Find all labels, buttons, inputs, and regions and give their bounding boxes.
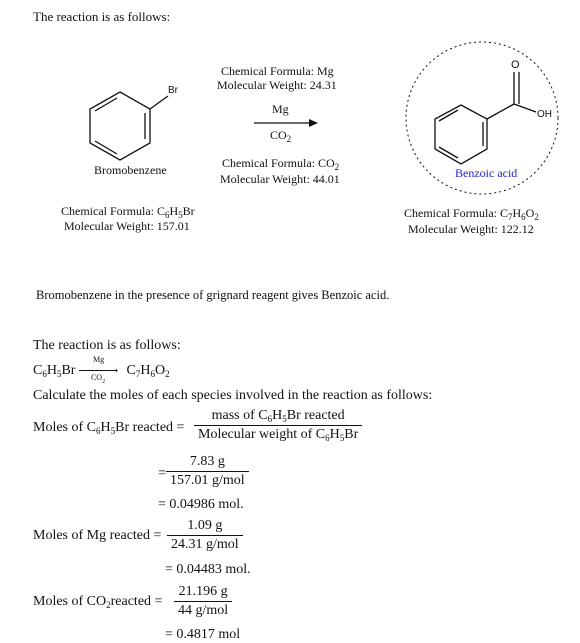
product-mw: Molecular Weight: 122.12 xyxy=(408,222,534,236)
reactant-name: Bromobenzene xyxy=(94,163,167,177)
bromobenzene-structure xyxy=(90,92,168,160)
description-text: Bromobenzene in the presence of grignard reagent gives Benzoic acid. xyxy=(36,288,390,302)
part2-equation: $C_6H_5Br$ Mg › $CO_2$ $C_7H_6O_2$ xyxy=(33,354,170,385)
product-name: Benzoic acid xyxy=(455,166,518,180)
brbz-equals: = xyxy=(158,466,166,481)
benzoic-acid-structure xyxy=(435,72,536,164)
reactant-mw: Molecular Weight: 157.01 xyxy=(64,219,190,233)
carbonyl-oxygen-label: O xyxy=(511,59,520,71)
equation-arrow: Mg › $CO_2$ xyxy=(79,364,123,378)
co2-values-fraction: 21.196 g 44 g/mol xyxy=(174,584,232,619)
intro-text: The reaction is as follows: xyxy=(33,9,171,24)
mg-moles-label: Moles of Mg reacted = xyxy=(33,528,162,543)
mg-formula: Chemical Formula: Mg xyxy=(221,64,334,78)
reactant-formula: Chemical Formula: $C_6H_5Br$ xyxy=(61,204,195,220)
co2-moles-label: Moles of $CO_2reacted$ = xyxy=(33,594,163,610)
mg-mw: Molecular Weight: 24.31 xyxy=(217,78,337,92)
co2-result: = 0.4817 mol xyxy=(165,627,241,642)
hydroxyl-label: OH xyxy=(537,109,552,120)
brbz-values-fraction: 7.83 g 157.01 g/mol xyxy=(166,454,249,489)
product-formula: Chemical Formula: $C_7H_6O_2$ xyxy=(404,206,539,222)
brbz-moles-label: Moles of $C_6H_5Br$ reacted = xyxy=(33,420,185,436)
mg-result: = 0.04483 mol. xyxy=(165,562,251,577)
calc-intro: Calculate the moles of each species involved in the reaction as follows: xyxy=(33,388,433,403)
reaction-arrow xyxy=(254,119,318,127)
part2-intro: The reaction is as follows: xyxy=(33,338,181,353)
mg-values-fraction: 1.09 g 24.31 g/mol xyxy=(167,518,243,553)
brbz-result: = 0.04986 mol. xyxy=(158,497,244,512)
brbz-formula-fraction: mass of $C_6H_5Br$ reacted Molecular weight of $C_6H_5Br$ xyxy=(194,408,362,443)
co2-formula: Chemical Formula: $CO_2$ xyxy=(222,156,340,172)
arrow-reagent-bottom: $CO_2$ xyxy=(270,128,292,144)
arrow-reagent-top: Mg xyxy=(272,102,289,116)
bromine-label: Br xyxy=(168,85,178,96)
co2-mw: Molecular Weight: 44.01 xyxy=(220,172,340,186)
